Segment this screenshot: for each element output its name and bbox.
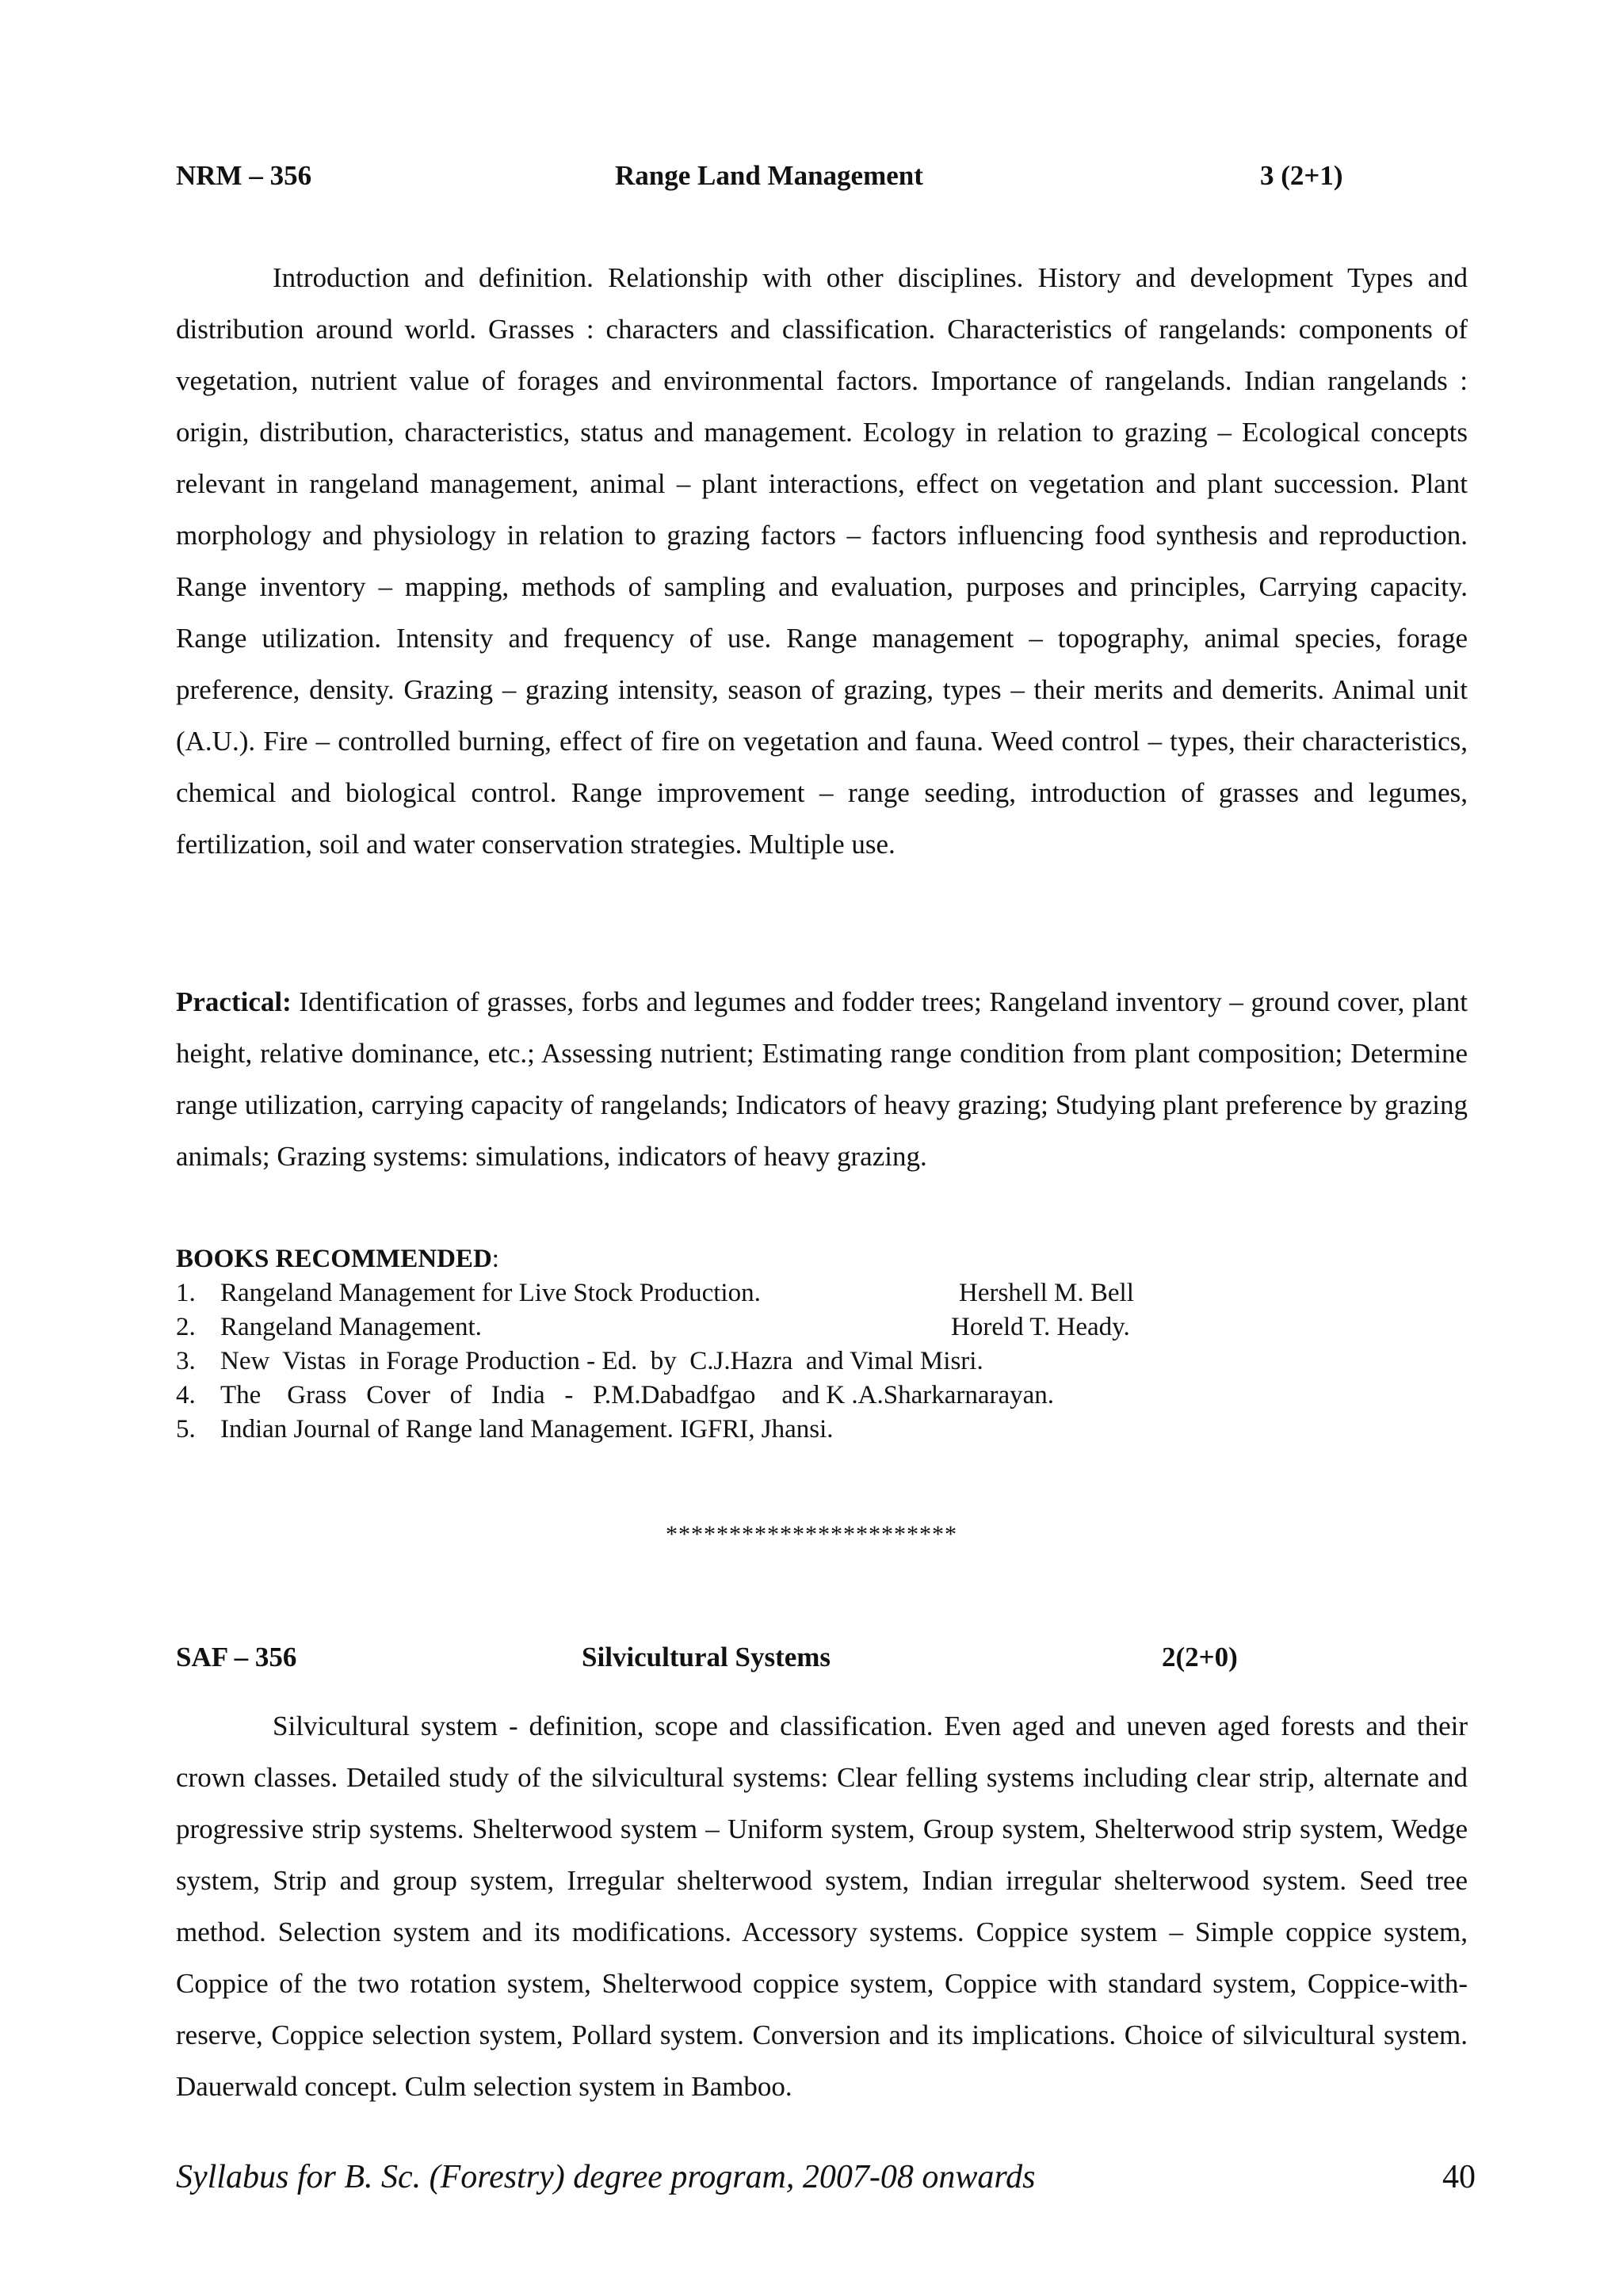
course-credits: 3 (2+1) — [1260, 160, 1343, 191]
course-title: Silvicultural Systems — [582, 1642, 831, 1672]
page-footer — [176, 2153, 1476, 2201]
section-separator: *********************** — [666, 1521, 957, 1547]
book-item: 4. The Grass Cover of India - P.M.Dabadfgao and K .A.Sharkarnarayan. — [176, 1381, 1055, 1409]
page-number: 40 — [1442, 2159, 1476, 2195]
course-header-nrm-356 — [176, 155, 1468, 196]
course-code: NRM – 356 — [176, 160, 312, 191]
practical-text: Identification of grasses, forbs and legumes and fodder trees; Rangeland inventory – ground cover, plant height, relative dominance, etc.; Assessing nutrient; Estimating range condition from plant composition; Determine range utilization, carrying capacity of rangelands; Indicators of heavy grazing; Studying plant preference by grazing animals; Grazing systems: simulations, indicators of heavy grazing. — [176, 986, 1468, 1172]
course-header-saf-356 — [176, 1637, 1468, 1678]
book-author: Horeld T. Heady. — [951, 1313, 1130, 1341]
course-description: Silvicultural system - definition, scope and classification. Even aged and uneven aged forests and their crown classes. Detailed study of the silvicultural systems: Clear felling systems including clear strip, alternate and progressive strip systems. Shelterwood system – Uniform system, Group system, Shelterwood strip system, Wedge system, Strip and group system, Irregular shelterwood system, Indian irregular shelterwood system. Seed tree method. Selection system and its modifications. Accessory systems. Coppice system – Simple coppice system, Coppice of the two rotation system, Shelterwood coppice system, Coppice with standard system, Coppice-with-reserve, Coppice selection system, Pollard system. Conversion and its implications. Choice of silvicultural system. Dauerwald concept. Culm selection system in Bamboo. — [176, 1711, 1468, 2102]
books-recommended — [176, 1242, 1468, 1447]
footer-title: Syllabus for B. Sc. (Forestry) degree program, 2007-08 onwards — [176, 2159, 1036, 2195]
book-item: 3. New Vistas in Forage Production - Ed. by C.J.Hazra and Vimal Misri. — [176, 1347, 983, 1375]
book-item: 5. Indian Journal of Range land Management. IGFRI, Jhansi. — [176, 1415, 834, 1444]
books-heading-row: BOOKS RECOMMENDED: — [176, 1245, 499, 1273]
book-author: Hershell M. Bell — [959, 1279, 1134, 1307]
books-heading: BOOKS RECOMMENDED — [176, 1245, 492, 1273]
course-title: Range Land Management — [615, 160, 923, 191]
course-description: Introduction and definition. Relationship with other disciplines. History and development Types and distribution around world. Grasses : characters and classification. Characteristics of rangelands: components of vegetation, nutrient value of forages and environmental factors. Importance of rangelands. Indian rangelands : origin, distribution, characteristics, status and management. Ecology in relation to grazing – Ecological concepts relevant in rangeland management, animal – plant interactions, effect on vegetation and plant succession. Plant morphology and physiology in relation to grazing factors – factors influencing food synthesis and reproduction. Range inventory – mapping, methods of sampling and evaluation, purposes and principles, Carrying capacity. Range utilization. Intensity and frequency of use. Range management – topography, animal species, forage preference, density. Grazing – grazing intensity, season of grazing, types – their merits and demerits. Animal unit (A.U.). Fire – controlled burning, effect of fire on vegetation and fauna. Weed control – types, their characteristics, chemical and biological control. Range improvement – range seeding, introduction of grasses and legumes, fertilization, soil and water conservation strategies. Multiple use. — [176, 262, 1468, 860]
course-code: SAF – 356 — [176, 1642, 297, 1672]
practical-section — [176, 976, 1468, 1182]
book-item: 1. Rangeland Management for Live Stock Production. Hershell M. Bell — [176, 1276, 1468, 1310]
course-credits: 2(2+0) — [1162, 1642, 1238, 1672]
book-item: 2. Rangeland Management. Horeld T. Heady. — [176, 1310, 1468, 1344]
practical-label: Practical: — [176, 986, 292, 1017]
